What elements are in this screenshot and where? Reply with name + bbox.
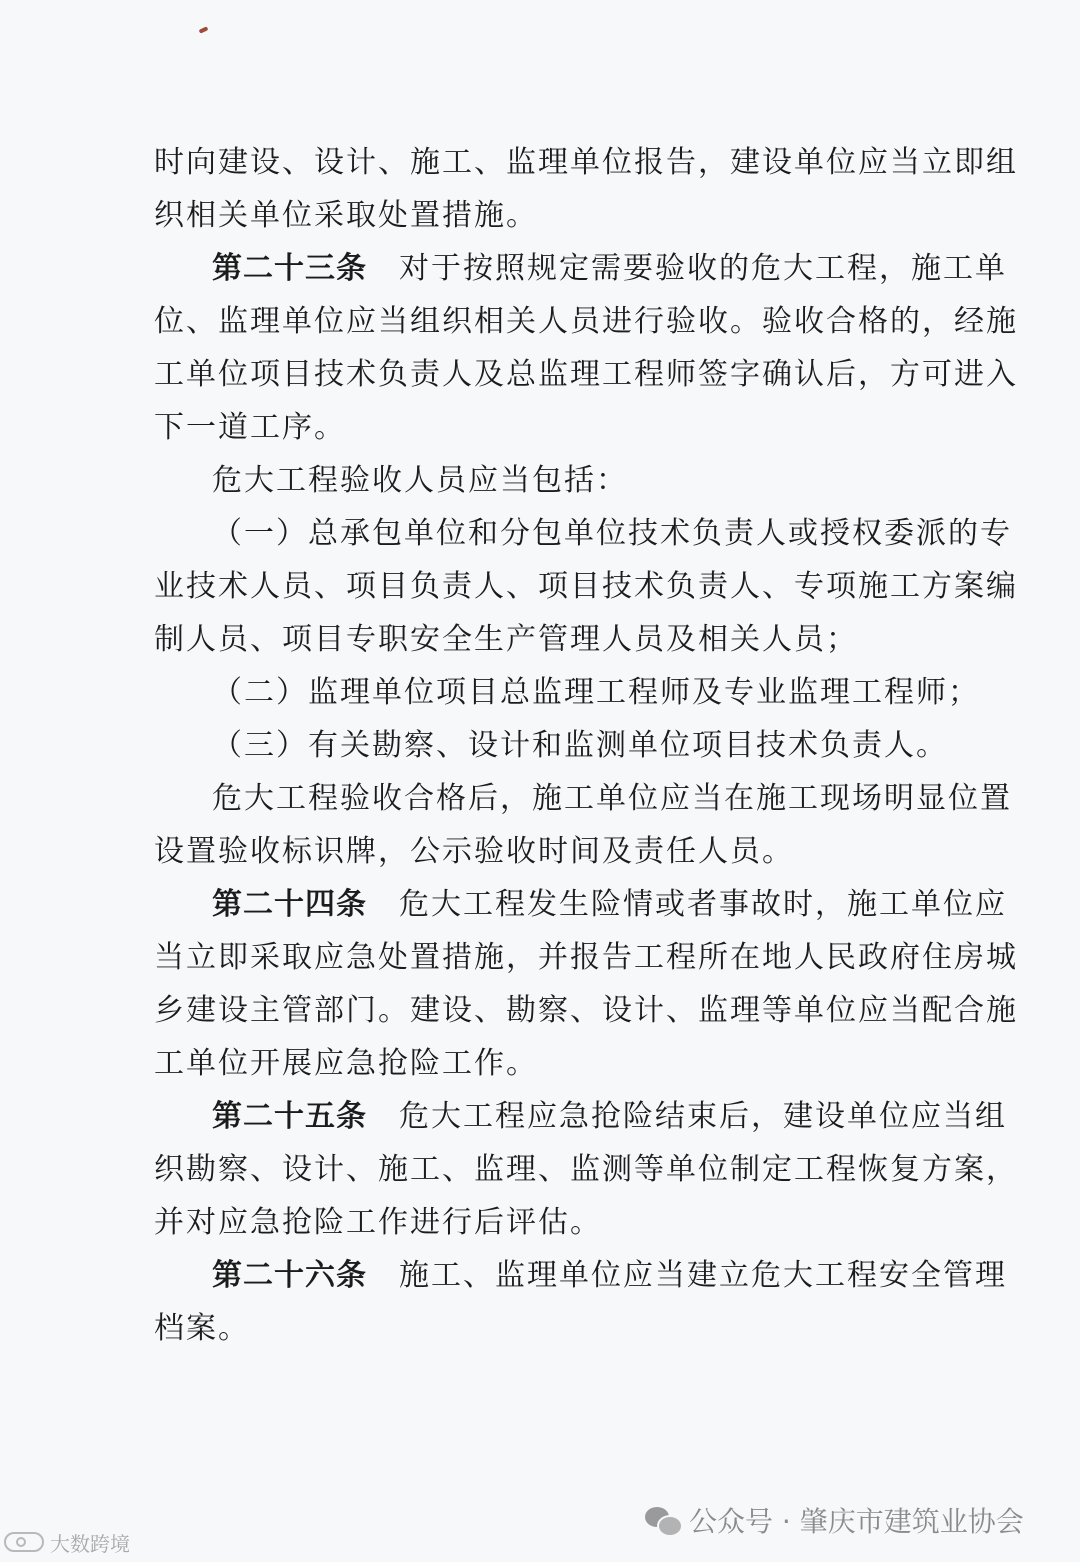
- article-paragraph: [212, 1097, 1007, 1137]
- text-line: 对于按照规定需要验收的危大工程，施工单: [399, 251, 1007, 286]
- text-line: 业技术人员、项目负责人、项目技术负责人、专项施工方案编: [154, 569, 1018, 604]
- watermark-text: 公众号 · 肇庆市建筑业协会: [689, 1505, 1024, 1538]
- text-line: 下一道工序。: [154, 410, 346, 445]
- source-watermark: [4, 1528, 130, 1556]
- text-line: 工单位项目技术负责人及总监理工程师签字确认后，方可进入: [154, 357, 1018, 392]
- text-line: （二）监理单位项目总监理工程师及专业监理工程师；: [212, 675, 980, 710]
- text-line: 织相关单位采取处置措施。: [154, 198, 538, 233]
- ink-mark: [199, 26, 209, 33]
- text-line: 危大工程验收合格后，施工单位应当在施工现场明显位置: [212, 781, 1012, 816]
- text-line: 设置验收标识牌，公示验收时间及责任人员。: [154, 834, 794, 869]
- article-paragraph: [212, 249, 1007, 289]
- text-line: 制人员、项目专职安全生产管理人员及相关人员；: [154, 622, 858, 657]
- article-paragraph: [212, 885, 1007, 925]
- text-line: 危大工程应急抢险结束后，建设单位应当组: [399, 1099, 1007, 1134]
- text-line: （三）有关勘察、设计和监测单位项目技术负责人。: [212, 728, 948, 763]
- wechat-watermark: [645, 1500, 1024, 1540]
- text-line: 乡建设主管部门。建设、勘察、设计、监理等单位应当配合施: [154, 993, 1018, 1028]
- wechat-icon: [645, 1505, 681, 1535]
- text-line: 织勘察、设计、施工、监理、监测等单位制定工程恢复方案，: [154, 1152, 1018, 1187]
- text-line: 工单位开展应急抢险工作。: [154, 1046, 538, 1081]
- text-line: 档案。: [154, 1311, 250, 1346]
- text-line: 并对应急抢险工作进行后评估。: [154, 1205, 602, 1240]
- text-line: 施工、监理单位应当建立危大工程安全管理: [399, 1258, 1007, 1293]
- article-heading: 第二十五条: [212, 1099, 367, 1134]
- logo-icon: [4, 1532, 44, 1552]
- text-line: 时向建设、设计、施工、监理单位报告，建设单位应当立即组: [154, 145, 1018, 180]
- text-line: 当立即采取应急处置措施，并报告工程所在地人民政府住房城: [154, 940, 1018, 975]
- text-line: 位、监理单位应当组织相关人员进行验收。验收合格的，经施: [154, 304, 1018, 339]
- article-paragraph: [212, 1256, 1007, 1296]
- article-heading: 第二十三条: [212, 251, 367, 286]
- watermark-text: 大数跨境: [50, 1531, 130, 1556]
- text-line: 危大工程验收人员应当包括：: [212, 463, 628, 498]
- text-line: 危大工程发生险情或者事故时，施工单位应: [399, 887, 1007, 922]
- text-line: （一）总承包单位和分包单位技术负责人或授权委派的专: [212, 516, 1012, 551]
- article-heading: 第二十四条: [212, 887, 367, 922]
- article-heading: 第二十六条: [212, 1258, 367, 1293]
